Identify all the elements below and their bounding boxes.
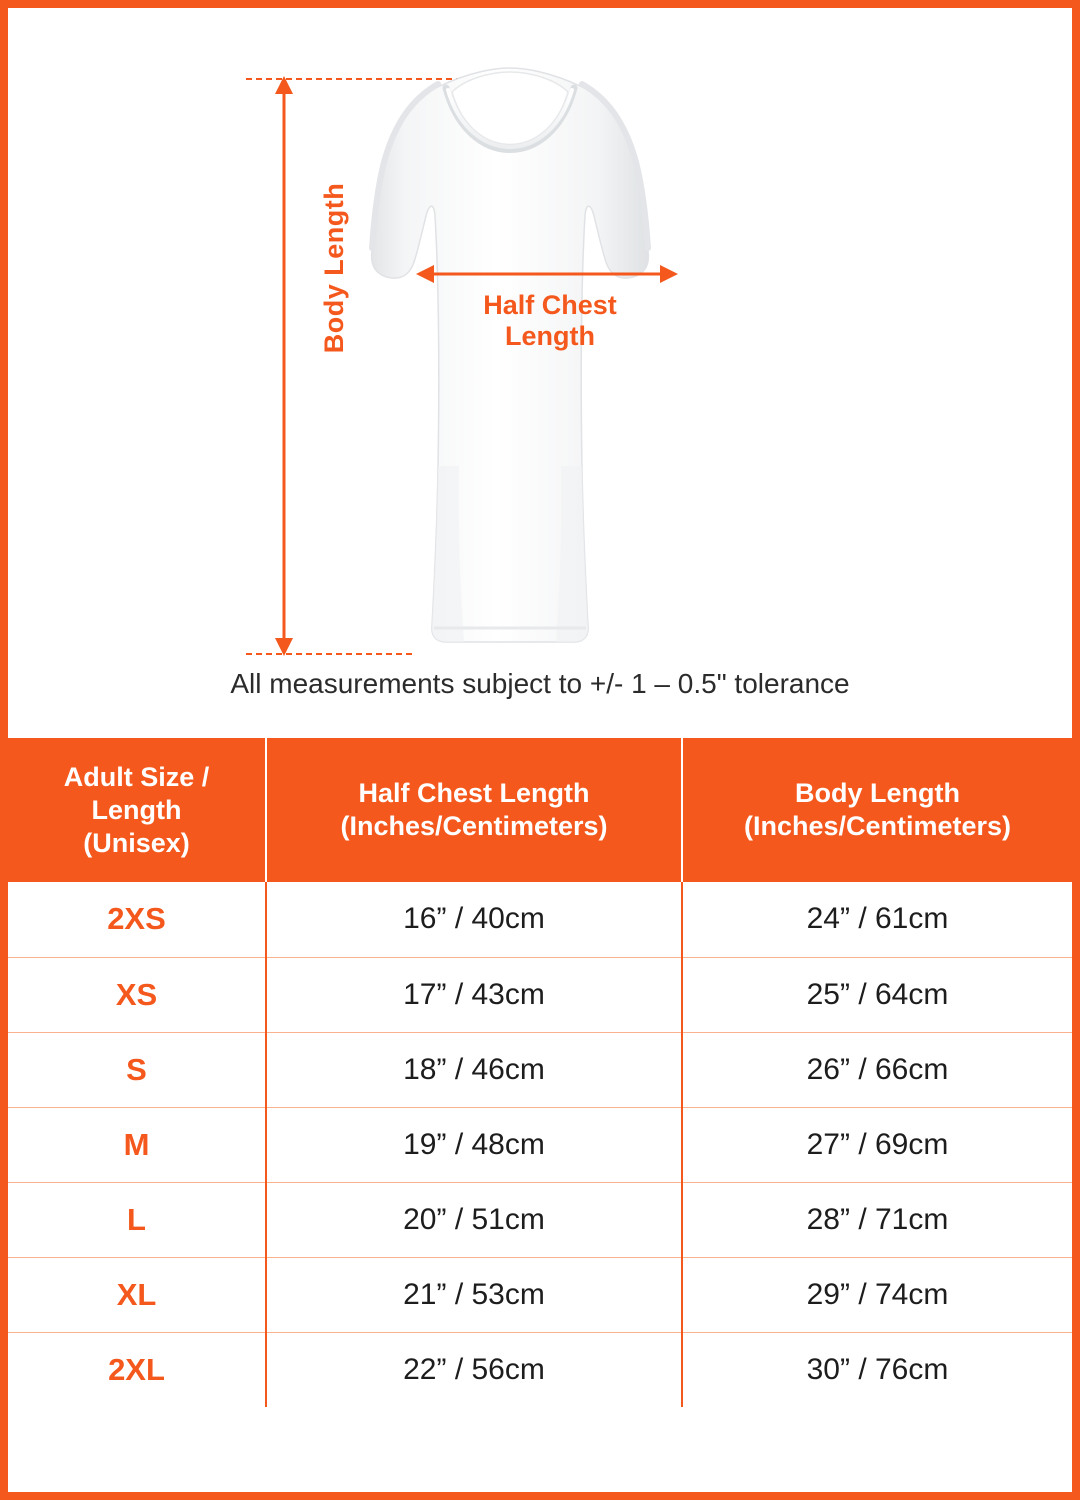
cell-half-chest: 20” / 51cm xyxy=(266,1182,682,1257)
cell-body-length: 24” / 61cm xyxy=(682,882,1072,957)
cell-size: 2XL xyxy=(8,1332,266,1407)
cell-half-chest: 19” / 48cm xyxy=(266,1107,682,1182)
cell-body-length: 30” / 76cm xyxy=(806,1352,949,1386)
cell-half-chest: 16” / 40cm xyxy=(266,882,682,957)
tank-top-illustration xyxy=(360,66,660,646)
cell-body-length: 29” / 74cm xyxy=(682,1257,1072,1332)
half-chest-length-label xyxy=(408,290,692,352)
cell-half-chest: 17” / 43cm xyxy=(266,957,682,1032)
table-row xyxy=(8,1257,1072,1332)
cell-size: S xyxy=(8,1032,266,1107)
body-length-dimension-arrow xyxy=(264,76,304,656)
table-header-row xyxy=(8,738,1072,882)
cell-size: L xyxy=(8,1182,266,1257)
body-length-label: Body Length xyxy=(319,182,349,354)
cell-size: 2XS xyxy=(8,882,266,957)
cell-half-chest: 21” / 53cm xyxy=(266,1257,682,1332)
half-chest-label-line2: Length xyxy=(505,321,595,351)
size-chart-table xyxy=(8,738,1072,1407)
cell-body-length: 27” / 69cm xyxy=(682,1107,1072,1182)
cell-body-length: 26” / 66cm xyxy=(682,1032,1072,1107)
table-row xyxy=(8,882,1072,957)
table-row xyxy=(8,957,1072,1032)
size-chart-inner xyxy=(8,8,1072,1492)
cell-size: XS xyxy=(8,957,266,1032)
tolerance-note: All measurements subject to +/- 1 – 0.5" tolerance xyxy=(230,668,850,699)
table-row xyxy=(8,1107,1072,1182)
header-body-length: Body Length (Inches/Centimeters) xyxy=(682,738,1072,882)
cell-half-chest: 18” / 46cm xyxy=(266,1032,682,1107)
cell-body-length: 25” / 64cm xyxy=(682,957,1072,1032)
cell-body-length: 28” / 71cm xyxy=(682,1182,1072,1257)
half-chest-dimension-arrow xyxy=(416,260,678,288)
cell-half-chest: 22” / 56cm xyxy=(266,1332,682,1407)
header-half-chest: Half Chest Length (Inches/Centimeters) xyxy=(266,738,682,882)
table-row xyxy=(8,1182,1072,1257)
table-row xyxy=(8,1032,1072,1107)
cell-size: XL xyxy=(8,1257,266,1332)
half-chest-label-line1: Half Chest xyxy=(483,290,617,320)
garment-diagram xyxy=(8,8,1072,738)
header-adult-size: Adult Size / Length (Unisex) xyxy=(8,738,266,882)
cell-size: M xyxy=(8,1107,266,1182)
table-row xyxy=(8,1332,1072,1407)
